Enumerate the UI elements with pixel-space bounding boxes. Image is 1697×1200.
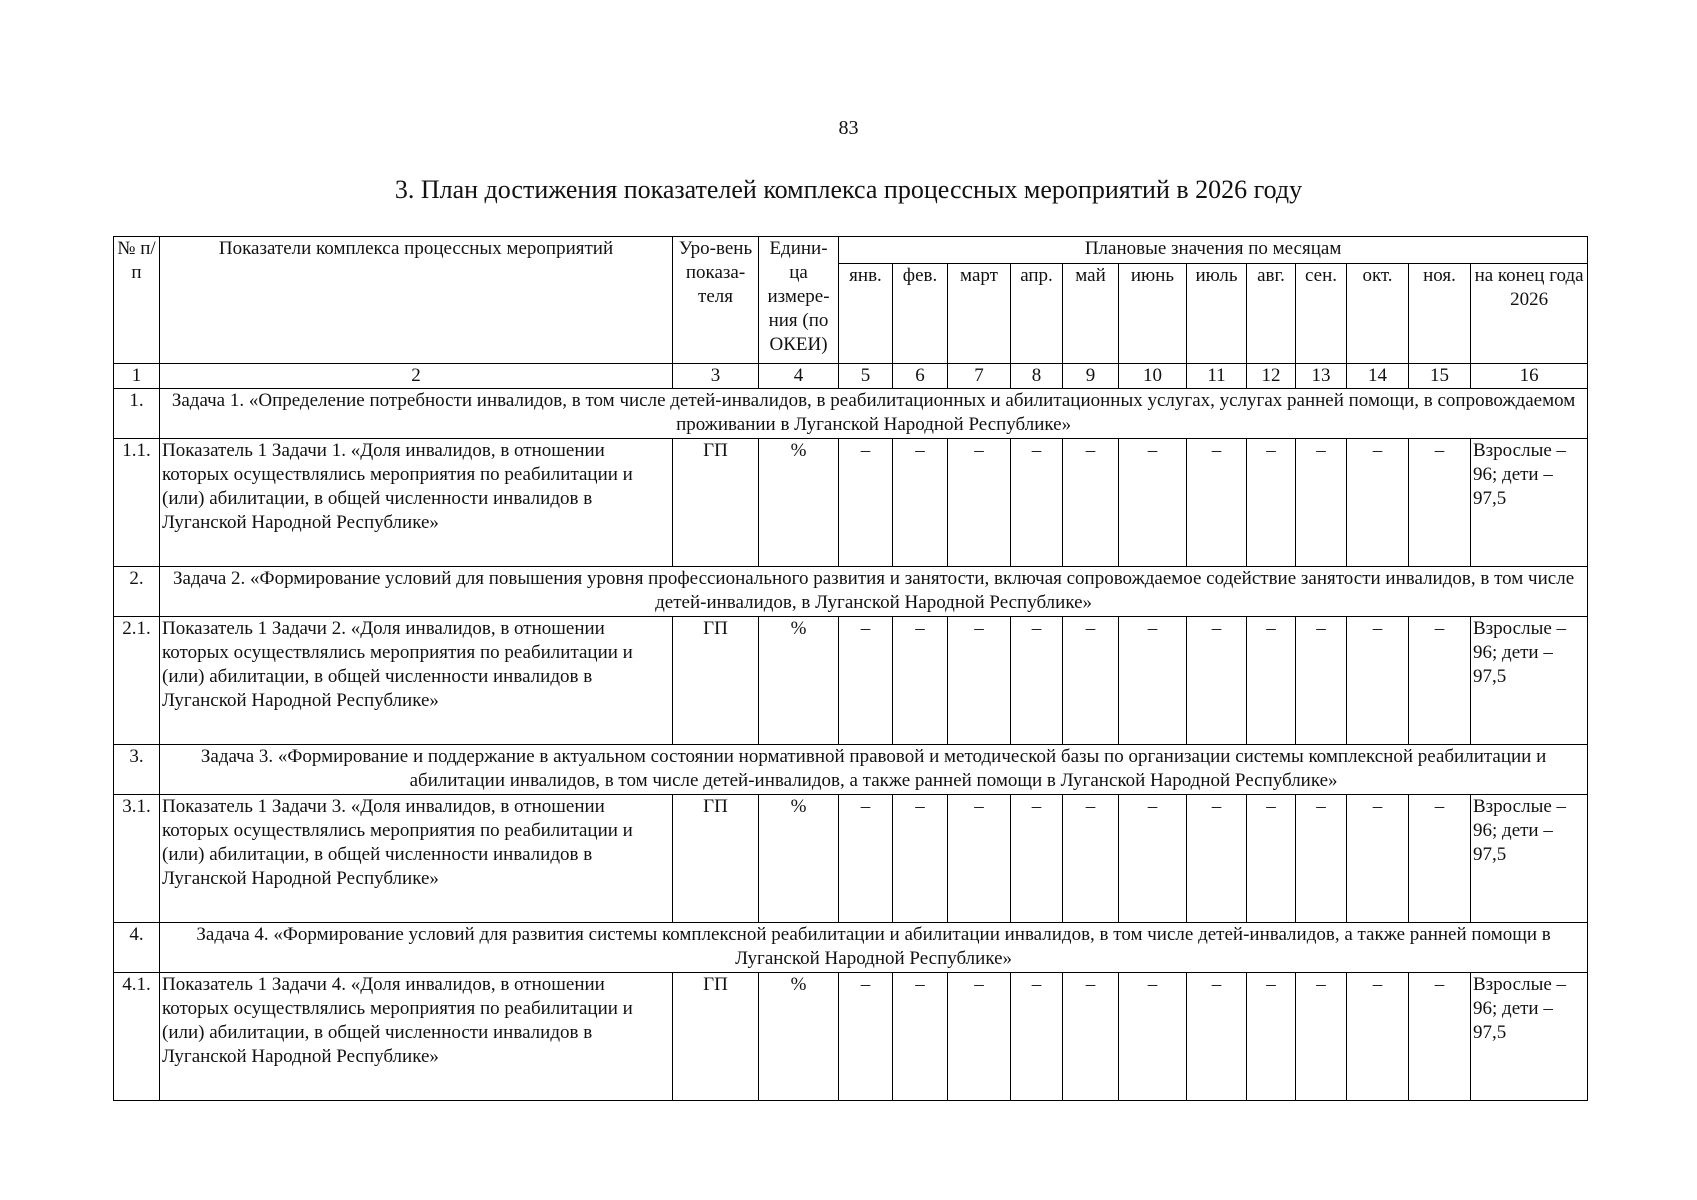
indicator-month-value: – (839, 795, 893, 923)
indicator-row (114, 617, 1588, 745)
column-number: 11 (1187, 364, 1247, 389)
indicator-month-value: – (1063, 795, 1119, 923)
indicator-month-value: – (1187, 439, 1247, 567)
indicator-month-value: – (1296, 973, 1347, 1101)
indicator-month-value: – (1347, 795, 1409, 923)
indicator-unit: % (759, 973, 839, 1101)
header-unit: Едини-ца измере-ния (по ОКЕИ) (759, 237, 839, 364)
indicator-month-value: – (1347, 439, 1409, 567)
indicator-month-value: – (1409, 795, 1471, 923)
column-number: 4 (759, 364, 839, 389)
indicator-year-end-value: Взрослые – 96; дети – 97,5 (1471, 795, 1588, 923)
header-row-1 (114, 237, 1588, 264)
header-year-end: на конец года 2026 (1471, 264, 1588, 364)
task-number: 1. (114, 389, 160, 439)
indicator-month-value: – (1119, 795, 1187, 923)
indicator-year-end-value: Взрослые – 96; дети – 97,5 (1471, 973, 1588, 1101)
indicator-month-value: – (948, 617, 1011, 745)
indicator-month-value: – (839, 439, 893, 567)
indicator-name: Показатель 1 Задачи 3. «Доля инвалидов, в отношении которых осуществлялись мероприятия по реабилитации и (или) абилитации, в общей численности инвалидов в Луганской Народной Республике» (160, 795, 673, 923)
indicator-month-value: – (1011, 973, 1063, 1101)
indicator-month-value: – (893, 617, 948, 745)
indicator-month-value: – (1119, 439, 1187, 567)
header-month: фев. (893, 264, 948, 364)
indicator-month-value: – (948, 973, 1011, 1101)
column-number: 12 (1247, 364, 1296, 389)
indicator-month-value: – (1187, 617, 1247, 745)
indicator-year-end-value: Взрослые – 96; дети – 97,5 (1471, 617, 1588, 745)
indicator-month-value: – (1409, 973, 1471, 1101)
indicator-unit: % (759, 617, 839, 745)
indicator-month-value: – (1063, 439, 1119, 567)
column-number: 15 (1409, 364, 1471, 389)
page-number: 83 (838, 117, 859, 139)
task-title: Задача 1. «Определение потребности инвалидов, в том числе детей-инвалидов, в реабилитационных и абилитационных услугах, услугах ранней помощи, в сопровождаемом проживании в Луганской Народной Республике» (160, 389, 1588, 439)
column-number: 9 (1063, 364, 1119, 389)
task-row (114, 389, 1588, 439)
indicator-month-value: – (1247, 795, 1296, 923)
indicator-month-value: – (1409, 617, 1471, 745)
indicator-month-value: – (1296, 617, 1347, 745)
indicator-number: 1.1. (114, 439, 160, 567)
indicator-level: ГП (673, 973, 759, 1101)
indicator-name: Показатель 1 Задачи 2. «Доля инвалидов, в отношении которых осуществлялись мероприятия по реабилитации и (или) абилитации, в общей численности инвалидов в Луганской Народной Республике» (160, 617, 673, 745)
indicator-month-value: – (839, 973, 893, 1101)
indicator-name: Показатель 1 Задачи 4. «Доля инвалидов, в отношении которых осуществлялись мероприятия по реабилитации и (или) абилитации, в общей численности инвалидов в Луганской Народной Республике» (160, 973, 673, 1101)
indicator-month-value: – (1119, 617, 1187, 745)
indicator-month-value: – (1063, 973, 1119, 1101)
indicator-unit: % (759, 795, 839, 923)
task-title: Задача 4. «Формирование условий для развития системы комплексной реабилитации и абилитации инвалидов, в том числе детей-инвалидов, а также ранней помощи в Луганской Народной Республике» (160, 923, 1588, 973)
indicator-month-value: – (948, 795, 1011, 923)
indicator-month-value: – (1347, 617, 1409, 745)
header-month: авг. (1247, 264, 1296, 364)
task-number: 2. (114, 567, 160, 617)
indicator-level: ГП (673, 617, 759, 745)
indicator-month-value: – (1247, 439, 1296, 567)
header-month: апр. (1011, 264, 1063, 364)
indicator-month-value: – (893, 973, 948, 1101)
indicator-month-value: – (1119, 973, 1187, 1101)
column-number: 14 (1347, 364, 1409, 389)
indicator-month-value: – (1409, 439, 1471, 567)
task-row (114, 567, 1588, 617)
header-month: янв. (839, 264, 893, 364)
indicator-month-value: – (839, 617, 893, 745)
indicator-month-value: – (893, 795, 948, 923)
column-number: 5 (839, 364, 893, 389)
column-number: 16 (1471, 364, 1588, 389)
indicator-number: 4.1. (114, 973, 160, 1101)
column-number: 1 (114, 364, 160, 389)
indicator-level: ГП (673, 439, 759, 567)
header-month: март (948, 264, 1011, 364)
indicator-name: Показатель 1 Задачи 1. «Доля инвалидов, в отношении которых осуществлялись мероприятия по реабилитации и (или) абилитации, в общей численности инвалидов в Луганской Народной Республике» (160, 439, 673, 567)
indicator-month-value: – (948, 439, 1011, 567)
header-num: № п/п (114, 237, 160, 364)
task-row (114, 923, 1588, 973)
indicator-unit: % (759, 439, 839, 567)
indicator-row (114, 973, 1588, 1101)
indicator-level: ГП (673, 795, 759, 923)
column-number: 7 (948, 364, 1011, 389)
indicator-month-value: – (1063, 617, 1119, 745)
page-title: 3. План достижения показателей комплекса процессных мероприятий в 2026 году (394, 175, 1303, 204)
indicator-number: 3.1. (114, 795, 160, 923)
indicator-row (114, 795, 1588, 923)
task-number: 3. (114, 745, 160, 795)
indicator-month-value: – (1187, 795, 1247, 923)
task-title: Задача 2. «Формирование условий для повышения уровня профессионального развития и занятости, включая сопровождаемое содействие занятости инвалидов, в том числе детей-инвалидов, в Луганской Народной Республике» (160, 567, 1588, 617)
indicator-month-value: – (1247, 973, 1296, 1101)
indicators-plan-table (113, 236, 1588, 1101)
indicator-month-value: – (893, 439, 948, 567)
indicator-month-value: – (1011, 439, 1063, 567)
indicator-year-end-value: Взрослые – 96; дети – 97,5 (1471, 439, 1588, 567)
header-indicators: Показатели комплекса процессных мероприятий (160, 237, 673, 364)
indicator-month-value: – (1187, 973, 1247, 1101)
header-month: ноя. (1409, 264, 1471, 364)
header-month: окт. (1347, 264, 1409, 364)
indicator-number: 2.1. (114, 617, 160, 745)
header-month: июль (1187, 264, 1247, 364)
task-number: 4. (114, 923, 160, 973)
indicator-month-value: – (1347, 973, 1409, 1101)
indicator-month-value: – (1296, 795, 1347, 923)
column-number: 10 (1119, 364, 1187, 389)
header-month: июнь (1119, 264, 1187, 364)
column-number-row (114, 364, 1588, 389)
header-month: сен. (1296, 264, 1347, 364)
column-number: 3 (673, 364, 759, 389)
column-number: 8 (1011, 364, 1063, 389)
task-title: Задача 3. «Формирование и поддержание в актуальном состоянии нормативной правовой и методической базы по организации системы комплексной реабилитации и абилитации инвалидов, в том числе детей-инвалидов, а также ранней помощи в Луганской Народной Республике» (160, 745, 1588, 795)
task-row (114, 745, 1588, 795)
header-planned-values: Плановые значения по месяцам (839, 237, 1588, 264)
column-number: 6 (893, 364, 948, 389)
header-month: май (1063, 264, 1119, 364)
indicator-row (114, 439, 1588, 567)
column-number: 13 (1296, 364, 1347, 389)
indicator-month-value: – (1296, 439, 1347, 567)
indicator-month-value: – (1247, 617, 1296, 745)
indicator-month-value: – (1011, 617, 1063, 745)
column-number: 2 (160, 364, 673, 389)
header-level: Уро-вень показа-теля (673, 237, 759, 364)
indicator-month-value: – (1011, 795, 1063, 923)
